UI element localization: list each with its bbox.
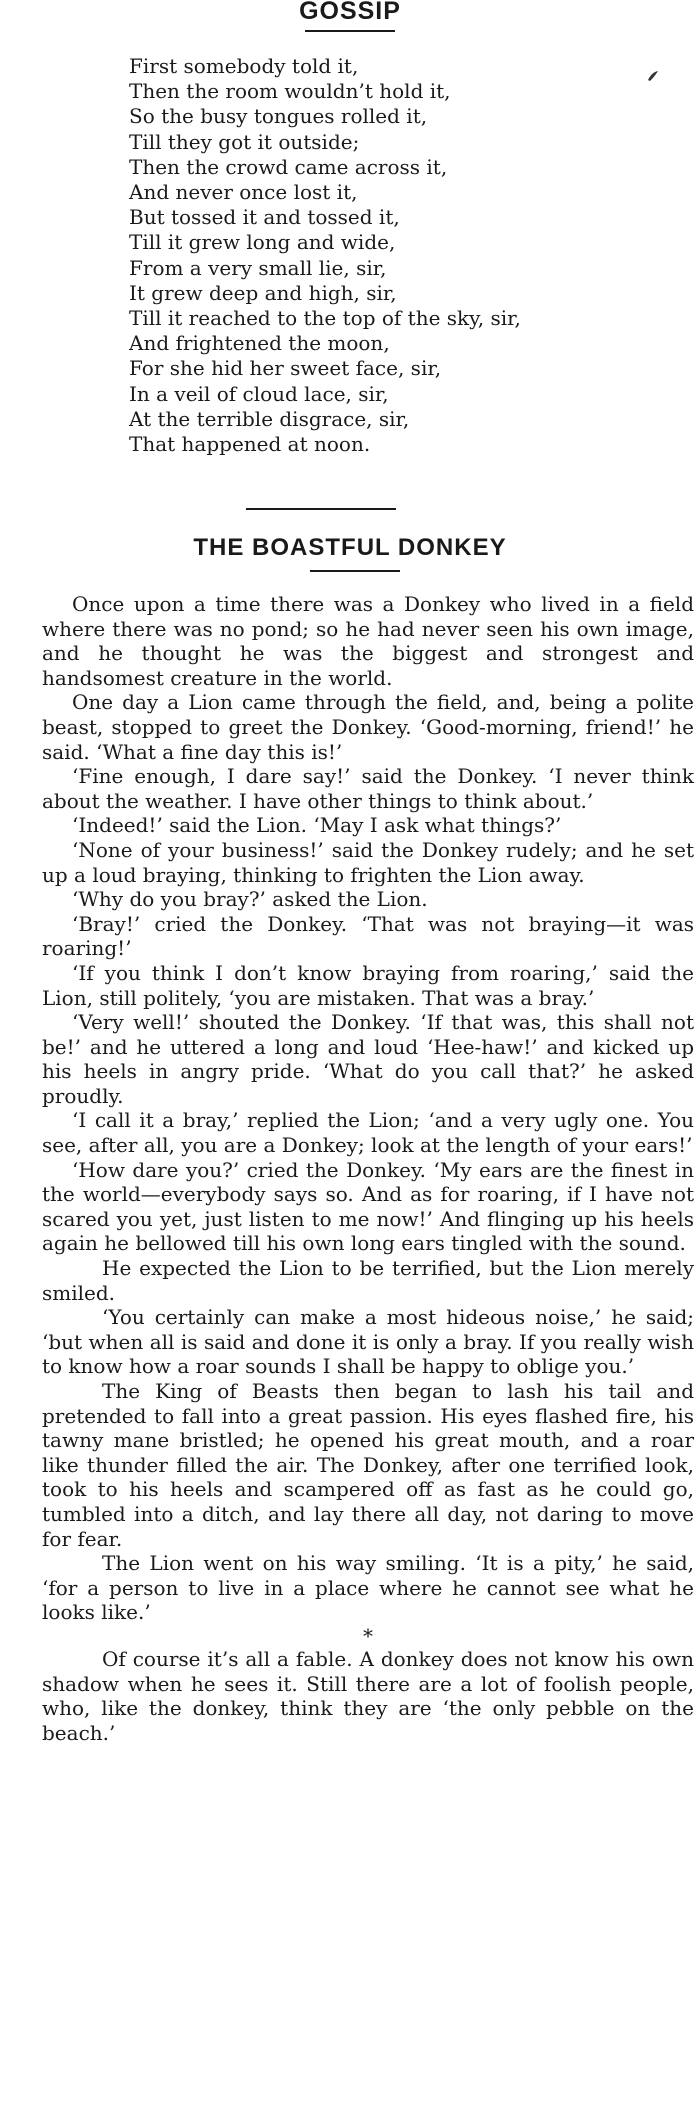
poem-line: From a very small lie, sir,: [129, 255, 387, 280]
poem-line: At the terrible disgrace, sir,: [129, 406, 410, 431]
story-paragraph: ‘Why do you bray?’ asked the Lion.: [72, 887, 428, 912]
donkey-title-rule: [310, 570, 400, 572]
story-paragraph: ‘I call it a bray,’ replied the Lion; ‘and a very ugly one. You see, after all, you are a Donkey; look at the length of your ears!’: [42, 1108, 694, 1158]
story-paragraph: ‘Bray!’ cried the Donkey. ‘That was not braying—it was roaring!’: [42, 911, 694, 961]
poem-line: So the busy tongues rolled it,: [129, 104, 428, 129]
story-paragraph: Once upon a time there was a Donkey who lived in a field where there was no pond; so he had never seen his own image, and he thought he was the biggest and strongest and handsomest creature in the world.: [42, 592, 694, 690]
story-paragraph: He expected the Lion to be terrified, but the Lion merely smiled.: [42, 1256, 694, 1305]
poem-line: That happened at noon.: [129, 432, 371, 457]
gossip-title: GOSSIP: [299, 0, 401, 25]
story-paragraph: ‘None of your business!’ said the Donkey rudely; and he set up a loud braying, thinking to frighten the Lion away.: [42, 837, 694, 887]
section-star: *: [363, 1623, 373, 1648]
moral-paragraph: Of course it’s all a fable. A donkey does not know his own shadow when he sees it. Still there are a lot of foolish people, who, like the donkey, think they are ‘the only pebble on the beach.’: [42, 1646, 694, 1745]
poem-line: It grew deep and high, sir,: [129, 280, 397, 305]
poem-line: Till it grew long and wide,: [129, 230, 396, 255]
gossip-title-rule: [305, 30, 395, 32]
poem-line: And never once lost it,: [129, 180, 358, 205]
poem-line: Till it reached to the top of the sky, sir,: [129, 306, 521, 331]
story-paragraph: ‘You certainly can make a most hideous noise,’ he said; ‘but when all is said and done it is only a bray. If you really wish to know how a roar sounds I shall be happy to oblige you.’: [42, 1305, 694, 1379]
story-paragraph: ‘Indeed!’ said the Lion. ‘May I ask what things?’: [72, 813, 562, 838]
poem-line: Then the crowd came across it,: [129, 154, 448, 179]
poem-line: And frightened the moon,: [129, 331, 390, 356]
poem-line: First somebody told it,: [129, 54, 359, 78]
donkey-story: [42, 592, 694, 1745]
poem-line: In a veil of cloud lace, sir,: [129, 381, 389, 406]
story-paragraph: The Lion went on his way smiling. ‘It is a pity,’ he said, ‘for a person to live in a place where he cannot see what he looks like.’: [42, 1551, 694, 1625]
story-paragraph: ‘Fine enough, I dare say!’ said the Donkey. ‘I never think about the weather. I have other things to think about.’: [42, 764, 694, 813]
poem-line: Then the room wouldn’t hold it,: [129, 79, 451, 104]
poem-line: But tossed it and tossed it,: [129, 205, 400, 230]
poem-line: Till they got it outside;: [129, 129, 360, 154]
story-paragraph: ‘Very well!’ shouted the Donkey. ‘If that was, this shall not be!’ and he uttered a long and loud ‘Hee-haw!’ and kicked up his heels in angry pride. ‘What do you call that?’ he asked proudly.: [42, 1010, 694, 1108]
story-paragraph: One day a Lion came through the field, and, being a polite beast, stopped to greet the Donkey. ‘Good-morning, friend!’ he said. ‘What a fine day this is!’: [42, 690, 694, 764]
gossip-section: [0, 0, 700, 32]
section-divider: [246, 508, 396, 510]
gossip-poem: [129, 54, 669, 457]
story-paragraph: ‘If you think I don’t know braying from roaring,’ said the Lion, still politely, ‘you are mistaken. That was a bray.’: [42, 960, 694, 1010]
story-paragraph: ‘How dare you?’ cried the Donkey. ‘My ears are the finest in the world—everybody says so. And as for roaring, if I have not scared you yet, just listen to me now!’ And flinging up his heels again he bellowed till his own long ears tingled with the sound.: [42, 1157, 694, 1256]
story-paragraph: The King of Beasts then began to lash his tail and pretended to fall into a great passion. His eyes flashed fire, his tawny mane bristled; he opened his great mouth, and a roar like thunder filled the air. The Donkey, after one terrified look, took to his heels and scampered off as fast as he could go, tumbled into a ditch, and lay there all day, not daring to move for fear.: [42, 1379, 694, 1551]
donkey-title: THE BOASTFUL DONKEY: [193, 534, 507, 561]
poem-line: For she hid her sweet face, sir,: [129, 356, 442, 381]
